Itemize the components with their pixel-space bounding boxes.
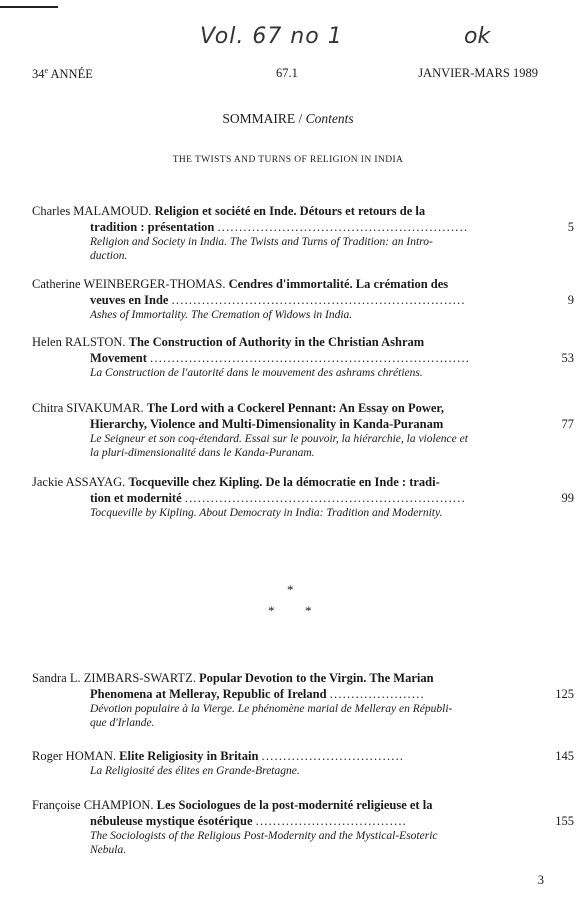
toc-entry: Sandra L. ZIMBARS-SWARTZ. Popular Devotion to the Virgin. The Marian Phenomena at Melleray, Republic of Ireland ...................... 125 Dévotion populaire à la Vierge. Le phénomène marial de Melleray en Républi- que d'Irlande. [32, 671, 574, 729]
entry-heading: Chitra SIVAKUMAR. The Lord with a Cockerel Pennant: An Essay on Power, [32, 401, 444, 415]
entry-translation: Ashes of Immortality. The Cremation of Widows in India. [90, 309, 353, 321]
sommaire-title: SOMMAIRE / Contents [222, 111, 354, 126]
toc-entry: Catherine WEINBERGER-THOMAS. Cendres d'immortalité. La crémation des veuves en Inde .................................................................... 9 Ashes of Immortality. The Cremation of Widows in India. [32, 277, 574, 321]
toc-entry [32, 748, 574, 778]
page-number: 9 [567, 293, 574, 307]
toc-entry: Françoise CHAMPION. Les Sociologues de la post-modernité religieuse et la nébuleuse mystique ésotérique ................................... 155 The Sociologists of the Religious Post-Modernity and the Mystical-Esoteric Nebula. [32, 798, 574, 856]
entry-heading: Jackie ASSAYAG. Tocqueville chez Kipling. De la démocratie en Inde : tradi- [32, 475, 440, 489]
separator-star: * [305, 603, 312, 618]
page-number: 155 [555, 814, 574, 828]
page-number: 5 [567, 220, 574, 234]
entry-translation: Dévotion populaire à la Vierge. Le phénomène marial de Melleray en Républi- que d'Irlande. [90, 703, 453, 729]
page-number: 99 [561, 491, 574, 505]
entry-heading: Sandra L. ZIMBARS-SWARTZ. Popular Devotion to the Virgin. The Marian [32, 671, 434, 685]
page-footer-number: 3 [537, 873, 544, 887]
separator-star: * [268, 603, 275, 618]
toc-entry: Charles MALAMOUD. Religion et société en Inde. Détours et retours de la tradition : présentation .......................................................... 5 Religion and Society in India. The Twists and Turns of Tradition: an Intro- duction. [32, 204, 574, 262]
top-rule [0, 6, 58, 8]
entry-heading: Catherine WEINBERGER-THOMAS. Cendres d'immortalité. La crémation des [32, 277, 449, 291]
entry-translation: Religion and Society in India. The Twists and Turns of Tradition: an Intro- duction. [90, 236, 433, 262]
entry-translation: The Sociologists of the Religious Post-Modernity and the Mystical-Esoteric Nebula. [90, 830, 438, 856]
page-number: 77 [561, 417, 574, 431]
separator-star: * [287, 582, 294, 597]
entry-heading: Helen RALSTON. The Construction of Authority in the Christian Ashram [32, 335, 425, 349]
page-number: 145 [555, 749, 574, 763]
page-number: 125 [555, 687, 574, 701]
toc-entry: Helen RALSTON. The Construction of Authority in the Christian Ashram Movement .......................................................................... 53 La Construction de l'autorité dans le mouvement des ashrams chrétiens. [32, 335, 574, 379]
header-date: JANVIER-MARS 1989 [418, 66, 538, 80]
toc-entry: Jackie ASSAYAG. Tocqueville chez Kipling. De la démocratie en Inde : tradi- tion et modernité ................................................................. 99 Tocqueville by Kipling. About Democraty in India: Tradition and Modernity. [32, 475, 574, 519]
entry-translation: Tocqueville by Kipling. About Democraty in India: Tradition and Modernity. [90, 507, 443, 519]
entry-heading: Charles MALAMOUD. Religion et société en Inde. Détours et retours de la [32, 204, 426, 218]
header-issue: 67.1 [276, 66, 298, 80]
entry-translation: La Religiosité des élites en Grande-Bretagne. [90, 765, 300, 777]
header-annee: 34e ANNÉE [32, 66, 93, 82]
theme-title: THE TWISTS AND TURNS OF RELIGION IN INDIA [172, 155, 404, 165]
toc-entry: Chitra SIVAKUMAR. The Lord with a Cockerel Pennant: An Essay on Power, Hierarchy, Violence and Multi-Dimensionality in Kanda-Puranam 77 Le Seigneur et son coq-étendard. Essai sur le pouvoir, la hiérarchie, la violence et la pluri-dimensionalité dans le Kanda-Puranam. [32, 401, 574, 459]
entry-translation: La Construction de l'autorité dans le mouvement des ashrams chrétiens. [90, 367, 423, 379]
handwritten-volume-note: Vol. 67 no 1 [200, 24, 343, 49]
handwritten-ok-note: ok [464, 24, 491, 49]
entry-translation: Le Seigneur et son coq-étendard. Essai sur le pouvoir, la hiérarchie, la violence et la pluri-dimensionalité dans le Kanda-Puranam. [90, 433, 468, 459]
page-number: 53 [561, 351, 574, 365]
entry-heading: Roger HOMAN. Elite Religiosity in Britain ................................. 145 [32, 749, 574, 763]
entry-heading: Françoise CHAMPION. Les Sociologues de la post-modernité religieuse et la [32, 798, 433, 812]
